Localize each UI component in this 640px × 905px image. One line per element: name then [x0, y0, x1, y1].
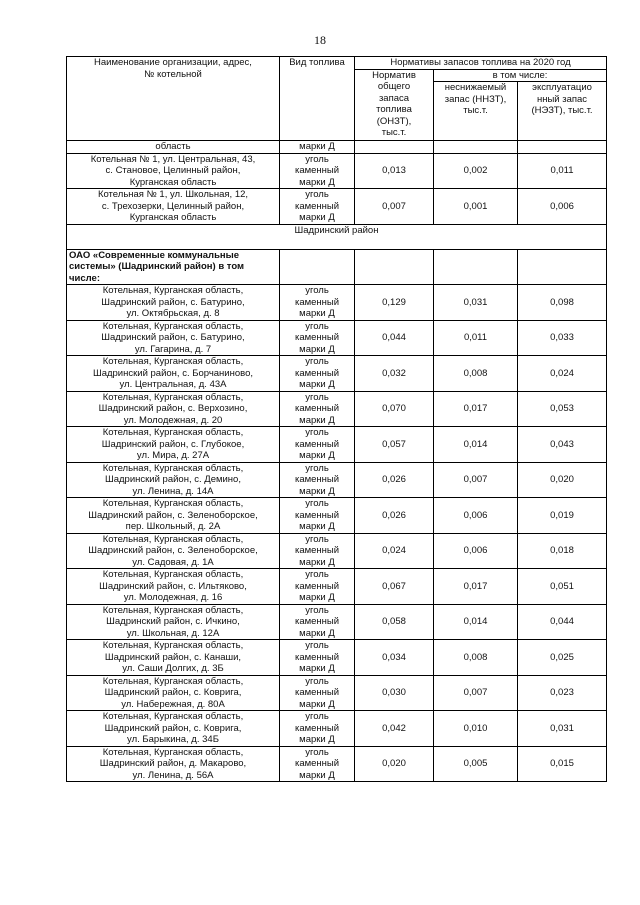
table-row — [67, 153, 607, 189]
nnzt-cell: 0,007 — [434, 675, 518, 711]
fuel-cell: уголь каменный марки Д — [280, 427, 355, 463]
nezt-cell: 0,019 — [518, 498, 607, 534]
table-row — [67, 141, 607, 154]
name-cell: Котельная, Курганская область, Шадринский район, с. Глубокое, ул. Мира, д. 27А — [67, 427, 280, 463]
empty-cell — [518, 249, 607, 285]
nezt-cell: 0,015 — [518, 746, 607, 782]
nezt-cell: 0,044 — [518, 604, 607, 640]
fuel-cell: уголь каменный марки Д — [280, 356, 355, 392]
nnzt-cell: 0,008 — [434, 640, 518, 676]
fuel-cell: уголь каменный марки Д — [280, 604, 355, 640]
name-cell: Котельная, Курганская область, Шадринский район, с. Демино, ул. Ленина, д. 14А — [67, 462, 280, 498]
name-cell: Котельная, Курганская область, Шадринский район, с. Верхозино, ул. Молодежная, д. 20 — [67, 391, 280, 427]
district-row — [67, 224, 607, 249]
total-cell: 0,020 — [355, 746, 434, 782]
table-row — [67, 356, 607, 392]
fuel-norms-table — [66, 56, 607, 782]
total-cell: 0,067 — [355, 569, 434, 605]
header-nnzt: неснижаемый запас (ННЗТ), тыс.т. — [434, 82, 518, 141]
nezt-cell: 0,031 — [518, 711, 607, 747]
table-row — [67, 569, 607, 605]
total-cell: 0,013 — [355, 153, 434, 189]
fuel-cell: уголь каменный марки Д — [280, 189, 355, 225]
nezt-cell: 0,006 — [518, 189, 607, 225]
total-cell: 0,070 — [355, 391, 434, 427]
table-row — [67, 320, 607, 356]
nezt-cell: 0,043 — [518, 427, 607, 463]
fuel-cell: уголь каменный марки Д — [280, 498, 355, 534]
name-cell: Котельная № 1, ул. Школьная, 12, с. Трехозерки, Целинный район, Курганская область — [67, 189, 280, 225]
nnzt-cell: 0,002 — [434, 153, 518, 189]
nnzt-cell: 0,005 — [434, 746, 518, 782]
empty-cell — [434, 249, 518, 285]
nnzt-cell: 0,011 — [434, 320, 518, 356]
fuel-cell: уголь каменный марки Д — [280, 711, 355, 747]
nezt-cell: 0,020 — [518, 462, 607, 498]
fuel-cell: уголь каменный марки Д — [280, 320, 355, 356]
fuel-cell: уголь каменный марки Д — [280, 533, 355, 569]
table-row — [67, 640, 607, 676]
table-row — [67, 462, 607, 498]
name-cell: Котельная, Курганская область, Шадринский район, с. Ичкино, ул. Школьная, д. 12А — [67, 604, 280, 640]
nezt-cell: 0,098 — [518, 285, 607, 321]
fuel-cell: уголь каменный марки Д — [280, 153, 355, 189]
nezt-cell: 0,025 — [518, 640, 607, 676]
total-cell: 0,026 — [355, 462, 434, 498]
nnzt-cell: 0,007 — [434, 462, 518, 498]
district-heading: Шадринский район — [67, 224, 607, 249]
fuel-cell: уголь каменный марки Д — [280, 391, 355, 427]
nezt-cell: 0,018 — [518, 533, 607, 569]
name-cell: Котельная, Курганская область, Шадринский район, с. Канаши, ул. Саши Долгих, д. 3Б — [67, 640, 280, 676]
organization-row — [67, 249, 607, 285]
name-cell: Котельная № 1, ул. Центральная, 43, с. Становое, Целинный район, Курганская область — [67, 153, 280, 189]
fuel-cell: уголь каменный марки Д — [280, 462, 355, 498]
name-cell: Котельная, Курганская область, Шадринский район, с. Коврига, ул. Барыкина, д. 34Б — [67, 711, 280, 747]
fuel-cell: уголь каменный марки Д — [280, 285, 355, 321]
name-cell: Котельная, Курганская область, Шадринский район, д. Макарово, ул. Ленина, д. 56А — [67, 746, 280, 782]
table-row — [67, 285, 607, 321]
header-total: Норматив общего запаса топлива (ОНЗТ), тыс.т. — [355, 69, 434, 141]
nezt-cell: 0,023 — [518, 675, 607, 711]
name-cell: Котельная, Курганская область, Шадринский район, с. Батурино, ул. Гагарина, д. 7 — [67, 320, 280, 356]
total-cell: 0,034 — [355, 640, 434, 676]
table-row — [67, 711, 607, 747]
table-row — [67, 604, 607, 640]
name-cell: Котельная, Курганская область, Шадринский район, с. Коврига, ул. Набережная, д. 80А — [67, 675, 280, 711]
nezt-cell: 0,033 — [518, 320, 607, 356]
total-cell: 0,030 — [355, 675, 434, 711]
nnzt-cell: 0,006 — [434, 498, 518, 534]
empty-cell — [280, 249, 355, 285]
table-row — [67, 391, 607, 427]
nnzt-cell: 0,008 — [434, 356, 518, 392]
table-row — [67, 746, 607, 782]
name-cell: область — [67, 141, 280, 154]
header-norms: Нормативы запасов топлива на 2020 год — [355, 57, 607, 70]
total-cell: 0,024 — [355, 533, 434, 569]
name-cell: Котельная, Курганская область, Шадринский район, с. Ильтяково, ул. Молодежная, д. 16 — [67, 569, 280, 605]
organization-name: ОАО «Современные коммунальные системы» (Шадринский район) в том числе: — [67, 249, 280, 285]
header-nezt: эксплуатацио нный запас (НЭЗТ), тыс.т. — [518, 82, 607, 141]
total-cell: 0,044 — [355, 320, 434, 356]
name-cell: Котельная, Курганская область, Шадринский район, с. Батурино, ул. Октябрьская, д. 8 — [67, 285, 280, 321]
fuel-cell: уголь каменный марки Д — [280, 746, 355, 782]
page-number: 18 — [314, 33, 326, 47]
nnzt-cell: 0,017 — [434, 391, 518, 427]
fuel-cell: уголь каменный марки Д — [280, 675, 355, 711]
nnzt-cell: 0,001 — [434, 189, 518, 225]
total-cell: 0,058 — [355, 604, 434, 640]
name-cell: Котельная, Курганская область, Шадринский район, с. Зеленоборское, пер. Школьный, д. 2А — [67, 498, 280, 534]
table-row — [67, 427, 607, 463]
table-body — [67, 141, 607, 782]
total-cell: 0,007 — [355, 189, 434, 225]
total-cell: 0,026 — [355, 498, 434, 534]
table-row — [67, 189, 607, 225]
nnzt-cell: 0,006 — [434, 533, 518, 569]
table-row — [67, 533, 607, 569]
nezt-cell: 0,053 — [518, 391, 607, 427]
nezt-cell: 0,024 — [518, 356, 607, 392]
empty-cell — [355, 249, 434, 285]
fuel-cell: марки Д — [280, 141, 355, 154]
nnzt-cell: 0,031 — [434, 285, 518, 321]
fuel-cell: уголь каменный марки Д — [280, 569, 355, 605]
name-cell: Котельная, Курганская область, Шадринский район, с. Борчаниново, ул. Центральная, д. 43А — [67, 356, 280, 392]
nnzt-cell: 0,014 — [434, 427, 518, 463]
total-cell: 0,057 — [355, 427, 434, 463]
table-row — [67, 675, 607, 711]
nezt-cell: 0,051 — [518, 569, 607, 605]
total-cell: 0,032 — [355, 356, 434, 392]
total-cell: 0,129 — [355, 285, 434, 321]
nnzt-cell: 0,014 — [434, 604, 518, 640]
header-fuel: Вид топлива — [280, 57, 355, 141]
total-cell: 0,042 — [355, 711, 434, 747]
fuel-cell: уголь каменный марки Д — [280, 640, 355, 676]
nnzt-cell: 0,010 — [434, 711, 518, 747]
header-incl: в том числе: — [434, 69, 607, 82]
name-cell: Котельная, Курганская область, Шадринский район, с. Зеленоборское, ул. Садовая, д. 1А — [67, 533, 280, 569]
nezt-cell: 0,011 — [518, 153, 607, 189]
header-name: Наименование организации, адрес, № котельной — [67, 57, 280, 141]
nnzt-cell: 0,017 — [434, 569, 518, 605]
table-row — [67, 498, 607, 534]
